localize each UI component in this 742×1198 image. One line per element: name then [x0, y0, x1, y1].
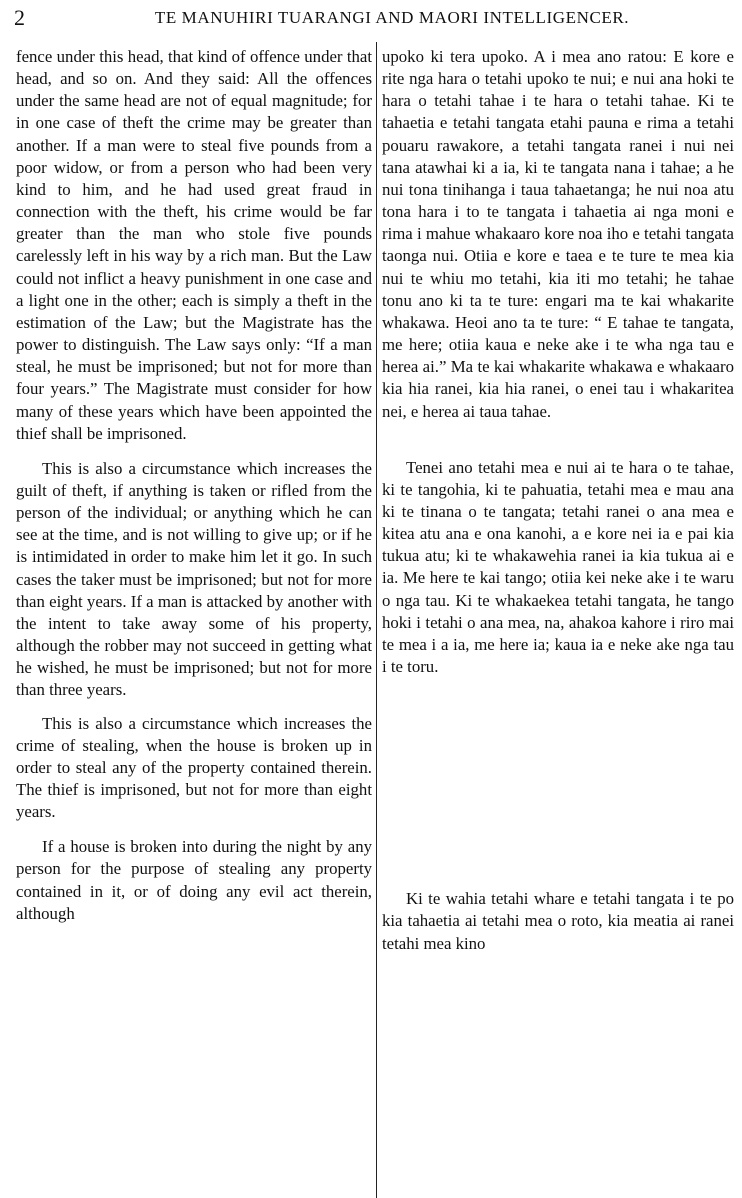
maori-column — [382, 46, 734, 955]
english-paragraph-1: fence under this head, that kind of offence under that head, and so on. And they said: All the offences under the same head are not of equal magnitude; for in one case of theft the crime may be greater than another. If a man were to steal five pounds from a poor widow, or from a person who had been very kind to him, and he had used great fraud in connection with the theft, his crime would be far greater than the man who stole five pounds carelessly left in his way by a rich man. But the Law could not inflict a heavy punishment in one case and a light one in the other; each is simply a theft in the estimation of the Law; but the Magistrate has the power to distinguish. The Law says only: “If a man steal, he must be imprisoned; but not for more than four years.” The Magistrate must consider for how many of these years which have been appointed the thief shall be imprisoned. — [16, 47, 372, 443]
page-number: 2 — [14, 5, 25, 30]
english-paragraph-2: This is also a circumstance which increases the guilt of theft, if anything is taken or rifled from the person of the individual; or anything which he can see at the time, and is not willing to give up; or if he is intimidated in order to make him let it go. In such cases the taker must be imprisoned; but not for more than eight years. If a man is attacked by another with the intent to take away some of his property, although the robber may not succeed in getting what he wished, he must be imprisoned; but not for more than three years. — [16, 458, 372, 700]
page-header — [0, 0, 742, 44]
maori-paragraph-2: Tenei ano tetahi mea e nui ai te hara o te tahae, ki te tangohia, ki te pahuatia, tetahi mea e mau ana ki te tinana o te tangata; tetahi ranei o ana mea e kitea atu ana e ona kanohi, a e kore nei ia e pai kia tukua atu; ki te whakawehia ranei ia kia tukua ai e ia. Me here te kai tango; otiia kei neke ake i te waru o nga tau. Ki te whakaekea tetahi tangata, he tango hoki i tetahi o ana mea, na, ahakoa kahore i riro mai te mea i a ia, me here ia; kaua ia e neke ake nga tau i te toru. — [382, 457, 734, 677]
english-paragraph-3: This is also a circumstance which increases the crime of stealing, when the house is broken up in order to steal any of the property contained therein. The thief is imprisoned, but not for more than eight years. — [16, 713, 372, 822]
maori-paragraph-3: Ki te wahia tetahi whare e tetahi tangata i te po kia tahaetia ai tetahi mea o roto, kia meatia ai ranei tetahi mea kino — [382, 889, 734, 953]
maori-paragraph-1: upoko ki tera upoko. A i mea ano ratou: E kore e rite nga hara o tetahi upoko te nui; e nui ana hoki te hara o tetahi tahae i te hara o tetahi tahae. Ki te tahaetia e tetahi tangata etahi pauna e rima a tetahi pouaru rawakore, a tetahi tangata ranei i nui nei tana atawhai ki a ia, ki te tangata nana i tahae; a he nui tona tinihanga i taua tahaetanga; he nui noa atu tona hara i to te tangata i tahaetia ai nga moni e rima i mahue whakaaro kore noa iho e tetahi tangata taonga nui. Otiia e kore e taea e te ture te mea kia nui te whiu mo tetahi, kia iti mo tetahi; he tahae tonu ano ki ta te ture: engari ma te kai whakarite whakawa. Heoi ano ta te ture: “ E tahae te tangata, me here; otiia kaua e neke ake i te wha nga tau e herea ai.” Ma te kai whakarite whakawa e whakaaro kia hia ranei, kia hia ranei, o enei tau i whakaritea nei, e herea ai taua tahae. — [382, 47, 734, 421]
english-paragraph-4: If a house is broken into during the night by any person for the purpose of stealing any property contained in it, or of doing any evil act therein, although — [16, 837, 372, 923]
column-divider — [376, 42, 377, 1198]
english-column — [16, 46, 372, 925]
page-title: TE MANUHIRI TUARANGI AND MAORI INTELLIGENCER. — [154, 8, 630, 27]
